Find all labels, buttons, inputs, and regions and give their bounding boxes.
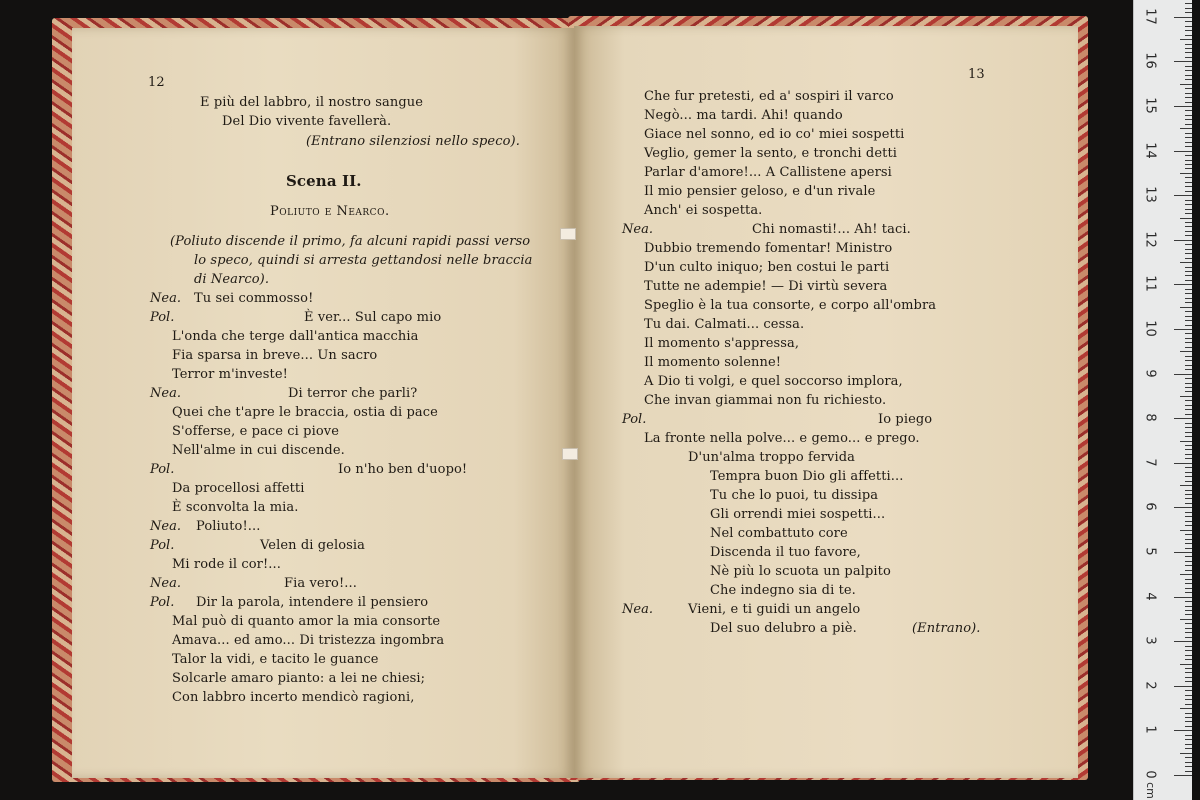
ruler-tick [1185,387,1192,388]
text-line: E più del labbro, il nostro sangue [200,95,424,110]
ruler-tick [1185,601,1192,602]
ruler-number: 13 [1142,186,1158,203]
ruler-tick [1185,182,1192,183]
scene-characters: Poliuto e Nearco. [270,204,390,219]
ruler-tick [1180,262,1192,263]
ruler-tick [1185,338,1192,339]
ruler-tick [1185,695,1192,696]
verse-line: Fia sparsa in breve... Un sacro [172,348,378,363]
ruler-number: 0 [1142,770,1158,779]
ruler-tick [1185,690,1192,691]
ruler-tick [1185,592,1192,593]
ruler-tick [1185,316,1192,317]
ruler-tick [1185,146,1192,147]
ruler-tick [1185,3,1192,4]
verse-line: Dubbio tremendo fomentar! Ministro [644,241,893,256]
ruler-tick [1185,454,1192,455]
ruler-tick [1185,48,1192,49]
speaker-label: Nea. [150,519,181,534]
spine-tear [562,448,578,460]
ruler-tick [1185,762,1192,763]
ruler-tick [1180,307,1192,308]
ruler-tick [1185,293,1192,294]
verse-line: Da procellosi affetti [172,481,305,496]
ruler-tick [1185,21,1192,22]
ruler-tick [1185,458,1192,459]
ruler-tick [1185,93,1192,94]
ruler-tick [1185,391,1192,392]
ruler-number: 7 [1142,458,1158,467]
ruler-tick [1185,191,1192,192]
ruler-tick [1185,12,1192,13]
ruler-unit: cm [1143,782,1157,799]
ruler-tick [1185,52,1192,53]
verse-line: Quei che t'apre le braccia, ostia di pace [172,405,438,420]
ruler-tick [1180,530,1192,531]
ruler-tick [1185,414,1192,415]
ruler-tick [1185,525,1192,526]
measurement-ruler [1133,0,1192,800]
ruler-tick [1185,280,1192,281]
ruler-tick [1185,771,1192,772]
ruler-tick [1174,463,1192,464]
verse-line: Talor la vidi, e tacito le guance [172,652,379,667]
ruler-tick [1180,574,1192,575]
ruler-tick [1185,677,1192,678]
ruler-tick [1174,597,1192,598]
ruler-tick [1185,275,1192,276]
ruler-tick [1185,97,1192,98]
verse-line: D'un'alma troppo fervida [688,450,855,465]
verse-line: Poliuto!... [196,519,261,534]
speaker-label: Nea. [150,291,181,306]
verse-line: Terror m'investe! [172,367,288,382]
ruler-tick [1174,552,1192,553]
ruler-tick [1185,409,1192,410]
ruler-tick [1185,289,1192,290]
verse-line: Solcarle amaro pianto: a lei ne chiesi; [172,671,426,686]
speaker-label: Nea. [622,222,653,237]
stage-direction: (Entrano). [912,621,981,636]
ruler-tick [1185,766,1192,767]
ruler-tick [1185,490,1192,491]
ruler-tick [1185,142,1192,143]
ruler-tick [1185,164,1192,165]
ruler-tick [1185,186,1192,187]
ruler-number: 2 [1142,681,1158,690]
ruler-tick [1185,177,1192,178]
verse-line: Nell'alme in cui discende. [172,443,345,458]
ruler-tick [1174,240,1192,241]
ruler-tick [1185,588,1192,589]
verse-line: Dir la parola, intendere il pensiero [196,595,429,610]
ruler-tick [1185,209,1192,210]
speaker-label: Nea. [150,576,181,591]
ruler-tick [1174,641,1192,642]
ruler-number: 9 [1142,368,1158,378]
verse-line: Nè più lo scuota un palpito [710,564,891,579]
stage-direction: lo speco, quindi si arresta gettandosi nelle braccia [194,253,533,268]
ruler-tick [1185,721,1192,722]
ruler-number: 6 [1142,502,1158,512]
verse-line: Tu che lo puoi, tu dissipa [710,488,879,503]
ruler-tick [1185,88,1192,89]
ruler-tick [1185,427,1192,428]
verse-line: Veglio, gemer la sento, e tronchi detti [644,146,898,161]
ruler-tick [1185,583,1192,584]
ruler-tick [1185,681,1192,682]
verse-line: Che invan giammai non fu richiesto. [644,393,887,408]
ruler-tick [1180,84,1192,85]
ruler-tick [1185,472,1192,473]
ruler-tick [1185,44,1192,45]
ruler-tick [1185,432,1192,433]
ruler-tick [1185,57,1192,58]
ruler-tick [1185,516,1192,517]
verse-line: Fia vero!... [284,576,357,591]
verse-line: Tutte ne adempie! — Di virtù severa [644,279,888,294]
stage-direction: (Entrano silenziosi nello speco). [306,134,520,149]
verse-line: Mal può di quanto amor la mia consorte [172,614,441,629]
ruler-tick [1174,106,1192,107]
ruler-tick [1185,137,1192,138]
verse-line: Io n'ho ben d'uopo! [338,462,468,477]
ruler-tick [1185,365,1192,366]
ruler-tick [1185,521,1192,522]
ruler-tick [1185,79,1192,80]
speaker-label: Pol. [150,538,175,553]
ruler-tick [1185,436,1192,437]
verse-line: Il momento s'appressa, [644,336,800,351]
ruler-tick [1185,320,1192,321]
verse-line: Amava... ed amo... Di tristezza ingombra [172,633,445,648]
verse-line: Speglio è la tua consorte, e corpo all'ombra [644,298,937,313]
ruler-tick [1185,570,1192,571]
ruler-tick [1185,614,1192,615]
ruler-tick [1174,686,1192,687]
verse-line: Con labbro incerto mendicò ragioni, [172,690,415,705]
verse-line: Velen di gelosia [260,538,366,553]
ruler-tick [1185,333,1192,334]
ruler-tick [1185,503,1192,504]
ruler-tick [1185,467,1192,468]
ruler-number: 3 [1142,636,1158,645]
ruler-tick [1185,35,1192,36]
verse-line: Del suo delubro a piè. [710,621,857,636]
ruler-number: 14 [1142,141,1158,159]
ruler-tick [1185,124,1192,125]
verse-line: A Dio ti volgi, e quel soccorso implora, [644,374,903,389]
verse-line: S'offerse, e pace ci piove [172,424,339,439]
left-page [72,28,574,778]
verse-line: Tu sei commosso! [194,291,314,306]
ruler-tick [1185,423,1192,424]
ruler-tick [1174,329,1192,330]
ruler-tick [1185,26,1192,27]
ruler-tick [1174,17,1192,18]
ruler-tick [1185,110,1192,111]
ruler-tick [1185,222,1192,223]
ruler-tick [1185,668,1192,669]
ruler-tick [1185,249,1192,250]
ruler-tick [1180,619,1192,620]
ruler-tick [1174,730,1192,731]
verse-line: È sconvolta la mia. [172,500,299,515]
ruler-tick [1185,476,1192,477]
ruler-tick [1185,102,1192,103]
ruler-tick [1180,485,1192,486]
ruler-tick [1174,61,1192,62]
ruler-tick [1185,449,1192,450]
ruler-tick [1185,704,1192,705]
page-number: 13 [968,67,985,82]
verse-line: Che indegno sia di te. [710,583,856,598]
ruler-tick [1185,744,1192,745]
ruler-tick [1185,405,1192,406]
ruler-tick [1185,360,1192,361]
ruler-number: 17 [1142,8,1158,25]
ruler-number: 8 [1142,413,1158,422]
ruler-tick [1185,717,1192,718]
right-page [574,26,1078,778]
ruler-tick [1185,356,1192,357]
ruler-tick [1185,342,1192,343]
verse-line: Tempra buon Dio gli affetti... [710,469,904,484]
ruler-tick [1185,481,1192,482]
ruler-tick [1185,204,1192,205]
ruler-tick [1185,235,1192,236]
ruler-number: 10 [1142,320,1158,337]
ruler-tick [1174,151,1192,152]
ruler-tick [1185,726,1192,727]
ruler-tick [1185,302,1192,303]
ruler-tick [1185,347,1192,348]
ruler-tick [1180,396,1192,397]
ruler-tick [1185,244,1192,245]
ruler-tick [1185,610,1192,611]
verse-line: Discenda il tuo favore, [710,545,861,560]
ruler-tick [1174,195,1192,196]
verse-line: Di terror che parli? [288,386,418,401]
verse-line: Parlar d'amore!... A Callistene apersi [644,165,892,180]
ruler-tick [1185,160,1192,161]
ruler-tick [1185,119,1192,120]
speaker-label: Pol. [622,412,647,427]
ruler-tick [1185,498,1192,499]
spine-tear [560,228,576,240]
stage-direction: di Nearco). [194,272,270,287]
ruler-number: 1 [1142,725,1158,735]
ruler-tick [1185,739,1192,740]
ruler-tick [1185,548,1192,549]
verse-line: Mi rode il cor!... [172,557,281,572]
ruler-tick [1185,200,1192,201]
ruler-tick [1185,650,1192,651]
ruler-tick [1185,494,1192,495]
verse-line: Vieni, e ti guidi un angelo [688,602,861,617]
ruler-tick [1185,655,1192,656]
ruler-tick [1185,258,1192,259]
verse-line: Giace nel sonno, ed io co' miei sospetti [644,127,905,142]
ruler-tick [1180,753,1192,754]
verse-line: Anch' ei sospetta. [644,203,763,218]
verse-line: D'un culto iniquo; ben costui le parti [644,260,890,275]
ruler-tick [1185,659,1192,660]
ruler-tick [1185,271,1192,272]
speaker-label: Nea. [150,386,181,401]
ruler-tick [1185,623,1192,624]
speaker-label: Nea. [622,602,653,617]
ruler-tick [1185,628,1192,629]
stage-direction: (Poliuto discende il primo, fa alcuni rapidi passi verso [170,234,531,249]
ruler-tick [1185,75,1192,76]
ruler-tick [1185,378,1192,379]
verse-line: Gli orrendi miei sospetti... [710,507,886,522]
ruler-tick [1185,311,1192,312]
verse-line: L'onda che terge dall'antica macchia [172,329,419,344]
ruler-tick [1185,512,1192,513]
speaker-label: Pol. [150,310,175,325]
ruler-tick [1185,637,1192,638]
ruler-tick [1185,168,1192,169]
ruler-tick [1185,133,1192,134]
ruler-tick [1185,713,1192,714]
ruler-tick [1185,748,1192,749]
ruler-tick [1185,579,1192,580]
ruler-tick [1185,400,1192,401]
ruler-number: 5 [1142,547,1158,556]
verse-line: È ver... Sul capo mio [304,310,442,325]
ruler-tick [1180,664,1192,665]
ruler-tick [1185,226,1192,227]
ruler-tick [1185,383,1192,384]
ruler-number: 16 [1142,52,1158,70]
ruler-tick [1185,155,1192,156]
ruler-tick [1185,632,1192,633]
ruler-tick [1185,735,1192,736]
ruler-tick [1185,539,1192,540]
verse-line: Nel combattuto core [710,526,848,541]
ruler-tick [1185,543,1192,544]
ruler-tick [1185,70,1192,71]
ruler-tick [1185,66,1192,67]
verse-line: Chi nomasti!... Ah! taci. [752,222,911,237]
ruler-tick [1174,418,1192,419]
ruler-tick [1185,8,1192,9]
ruler-tick [1180,351,1192,352]
ruler-tick [1180,128,1192,129]
scene-title: Scena II. [286,172,362,190]
ruler-tick [1180,173,1192,174]
ruler-number: 12 [1142,231,1158,248]
ruler-tick [1174,284,1192,285]
text-line: Del Dio vivente favellerà. [222,114,392,129]
ruler-tick [1180,218,1192,219]
ruler-tick [1185,369,1192,370]
ruler-tick [1185,213,1192,214]
ruler-tick [1185,298,1192,299]
ruler-tick [1185,556,1192,557]
ruler-number: 4 [1142,591,1158,601]
ruler-tick [1185,253,1192,254]
ruler-tick [1185,561,1192,562]
ruler-number: 11 [1142,275,1158,293]
ruler-tick [1185,445,1192,446]
ruler-tick [1180,39,1192,40]
verse-line: Che fur pretesti, ed a' sospiri il varco [644,89,894,104]
verse-line: Io piego [878,412,933,427]
speaker-label: Pol. [150,462,175,477]
ruler-number: 15 [1142,97,1158,114]
ruler-tick [1180,441,1192,442]
ruler-tick [1185,672,1192,673]
ruler-tick [1185,267,1192,268]
ruler-tick [1185,30,1192,31]
verse-line: Tu dai. Calmati... cessa. [644,317,805,332]
verse-line: Negò... ma tardi. Ahi! quando [644,108,843,123]
ruler-tick [1185,231,1192,232]
ruler-tick [1174,507,1192,508]
ruler-tick [1185,606,1192,607]
verse-line: Il mio pensier geloso, e d'un rivale [644,184,876,199]
verse-line: Il momento solenne! [644,355,782,370]
ruler-tick [1185,565,1192,566]
ruler-tick [1185,646,1192,647]
verse-line: La fronte nella polve... e gemo... e prego. [644,431,920,446]
page-number: 12 [148,75,165,90]
ruler-tick [1185,757,1192,758]
ruler-tick [1174,775,1192,776]
ruler-tick [1180,708,1192,709]
ruler-tick [1185,325,1192,326]
ruler-tick [1185,699,1192,700]
ruler-tick [1185,115,1192,116]
ruler-tick [1185,534,1192,535]
ruler-tick [1174,374,1192,375]
speaker-label: Pol. [150,595,175,610]
